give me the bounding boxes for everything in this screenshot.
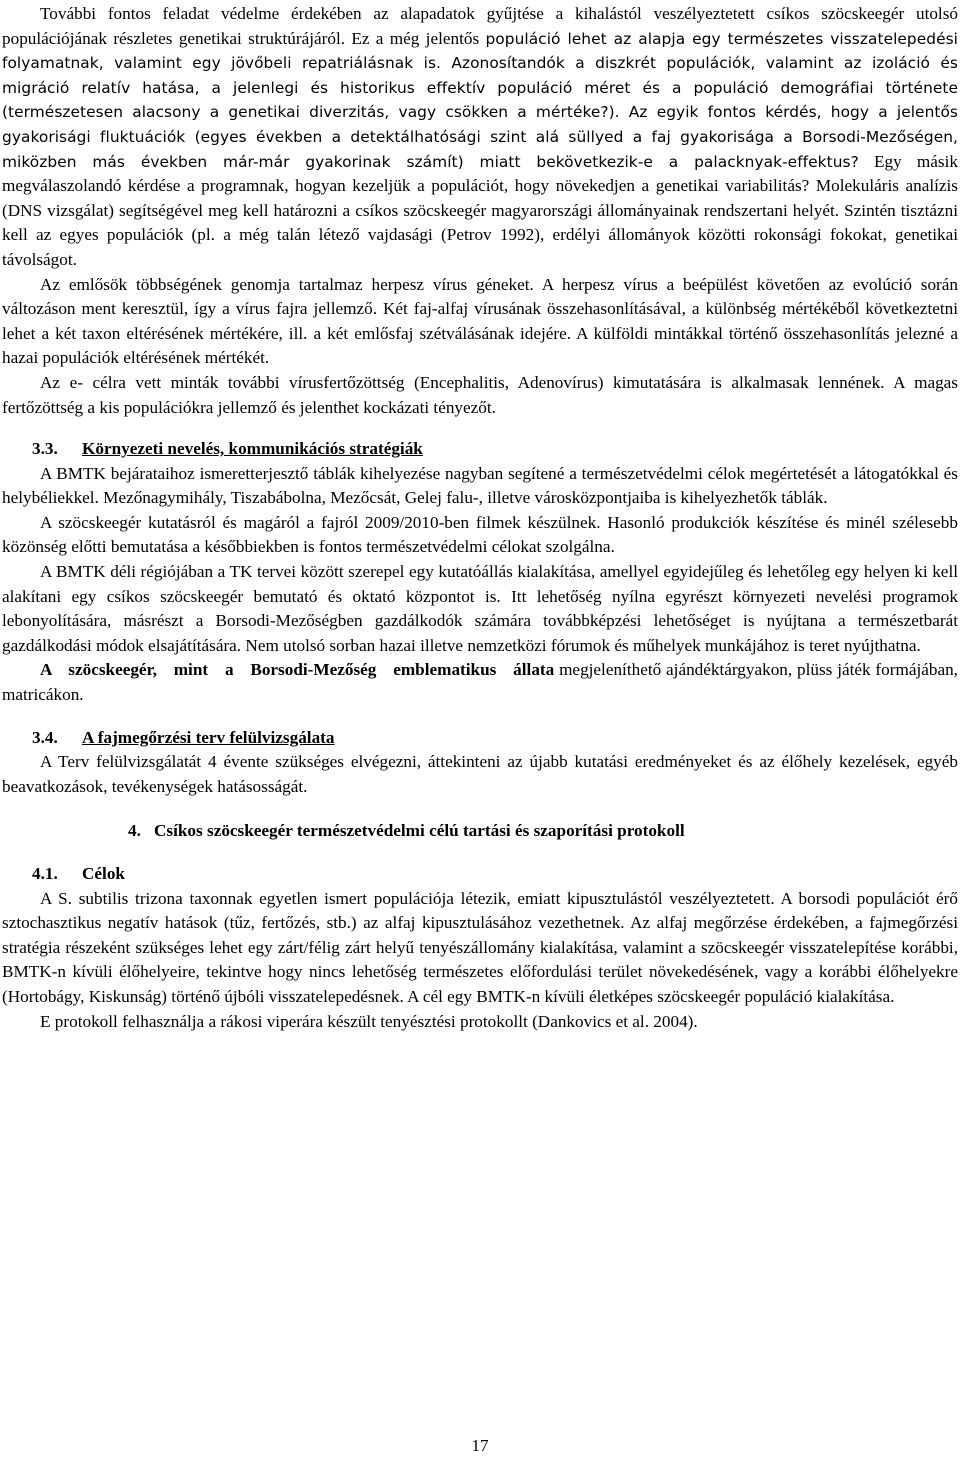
paragraph-genetics-sans-body: Azonosítandók a diszkrét populációk, valamint az izoláció és migráció relatív hatása, a jelenlegi és historikus effektív populáció méret és a populáció demográfiai története (természetesen alacsony a genetikai diverzitás, vagy csökken a mértéke?). Az egyik fontos kérdés, hogy a jelentős gyakorisági fluktuációk (egyes években a detektálhatósági szint alá süllyed a faj gyakorisága a Borsodi-Mezőségen, miközben más években már-már gyakorinak számít) miatt bekövetkezik-e a palacknyak-effektus? [2, 54, 958, 171]
paragraph-genetics-sans-intro: populáció lehet az alapja egy természetes visszatelepedési folyamatnak, valamint egy jövőbeli repatriálásnak is. [2, 29, 959, 73]
chapter-number: 4. [128, 821, 141, 841]
paragraph-information-boards: A BMTK bejárataihoz ismeretterjesztő táblák kihelyezése nagyban segítené a természetvédelmi célok megértetését a látogatókkal és helybéliekkel. Mezőnagymihály, Tiszabábolna, Mezőcsát, Gelej falu-, illetve városközpontjaiba is kihelyezhetők táblák. [2, 463, 958, 508]
section-title: A fajmegőrzési terv felülvizsgálata [82, 727, 335, 747]
section-heading-4-1 [2, 862, 958, 887]
section-title: Környezeti nevelés, kommunikációs stratégiák [82, 439, 423, 459]
paragraph-protocol-source: E protokoll felhasználja a rákosi viperára készült tenyésztési protokollt (Dankovics et al. 2004). [40, 1011, 698, 1031]
paragraph-emblem [2, 658, 958, 707]
chapter-heading-4 [2, 819, 958, 844]
paragraph-plan-review: A Terv felülvizsgálatát 4 évente szükséges elvégezni, áttekinteni az újabb kutatási eredményeket és az élőhely kezelések, egyéb beavatkozások, tevékenységek hatásosságát. [2, 752, 958, 796]
paragraph-genetics-intro: További fontos feladat védelme érdekében az alapadatok gyűjtése a kihalástól veszélyeztetett csíkos szöcskeegér utolsó populációjának részletes genetikai struktúrájáról. Ez a még jelentős [2, 4, 958, 48]
section-title: Célok [82, 864, 125, 883]
paragraph-goals: A S. subtilis trizona taxonnak egyetlen ismert populációja létezik, emiatt kipusztulástól veszélyeztetett. A borsodi populációt érő sztochasztikus negatív hatások (tűz, fertőzés, stb.) az alfaj kipusztulásához vezethetnek. Az alfaj megőrzése érdekében, a fajmegőrzési stratégia részeként szükséges lehet egy zárt/félig zárt helyű tenyészállomány kialakítása, valamint a szöcskeegér visszatelepítése korábbi, BMTK-n kívüli élőhelyeire, tekintve hogy nincs lehetőség természetes előfordulási terület növekedésének, vagy a korábbi élőhelyekre (Hortobágy, Kiskunság) történő újbóli visszatelepedésnek. A cél egy BMTK-n kívüli életképes szöcskeegér populáció kialakítása. [2, 888, 958, 1006]
emblem-rest-text: megjeleníthető ajándéktárgyakon, plüss játék formájában, matricákon. [2, 660, 958, 705]
paragraph-herpes-virus: Az emlősök többségének genomja tartalmaz herpesz vírus géneket. A herpesz vírus a beépülést követően az evolúció során változáson ment keresztül, így a vírus fajra jellemző. Két faj-alfaj vírusának összehasonlításával, a különbség mértékéből következtetni lehet a két taxon eltérésének mértékére, ill. a két emlősfaj szétválásának idejére. A külföldi mintákkal történő összehasonlítás jelezné a hazai populációk eltérésének mértékét. [2, 274, 958, 368]
chapter-title: Csíkos szöcskeegér természetvédelmi célú tartási és szaporítási protokoll [154, 821, 685, 841]
paragraph-infection-samples: Az e- célra vett minták további vírusfertőzöttség (Encephalitis, Adenovírus) kimutatására is alkalmasak lennének. A magas fertőzöttség a kis populációkra jellemző és jelenthet kockázati tényezőt. [2, 372, 958, 417]
page-number: 17 [471, 1436, 489, 1455]
paragraph-films: A szöcskeegér kutatásról és magáról a fajról 2009/2010-ben filmek készülnek. Hasonló produkciók készítése és minél szélesebb közönség előtti bemutatása a későbbiekben is fontos természetvédelmi célokat szolgálna. [2, 512, 958, 557]
paragraph-genetics-conclusion: Egy másik megválaszolandó kérdése a programnak, hogyan kezeljük a populációt, hogy növekedjen a genetikai variabilitás? Molekuláris analízis (DNS vizsgálat) segítségével meg kell határozni a csíkos szöcskeegér magyarországi állományainak rendszertani helyét. Szintén tisztázni kell az egyes populációk (pl. a még talán létező vajdasági (Petrov 1992), erdélyi állományok közötti rokonsági fokokat, genetikai távolságot. [2, 151, 958, 269]
paragraph-genetics [2, 2, 958, 273]
section-heading-3-4 [2, 726, 958, 751]
section-number: 4.1. [32, 864, 58, 883]
section-number: 3.4. [32, 727, 58, 747]
section-number: 3.3. [32, 439, 58, 459]
paragraph-research-station: A BMTK déli régiójában a TK tervei között szerepel egy kutatóállás kialakítása, amellyel egyidejűleg és lehetőleg egy helyen ki kell alakítani egy csíkos szöcskeegér bemutató és oktató központot is. Itt lehetőség nyílna egyrészt környezeti nevelési programok lebonyolítására, másrészt a Borsodi-Mezőségben gazdálkodók számára továbbképzési lehetőséget is nyújtana a természetbarát gazdálkodási módok elsajátítására. Nem utolsó sorban hazai illetve nemzetközi fórumok és műhelyek munkájához is teret nyújthatna. [2, 562, 958, 655]
emblem-bold-text: A szöcskeegér, mint a Borsodi-Mezőség emblematikus állata [40, 660, 555, 680]
section-heading-3-3 [2, 437, 958, 462]
